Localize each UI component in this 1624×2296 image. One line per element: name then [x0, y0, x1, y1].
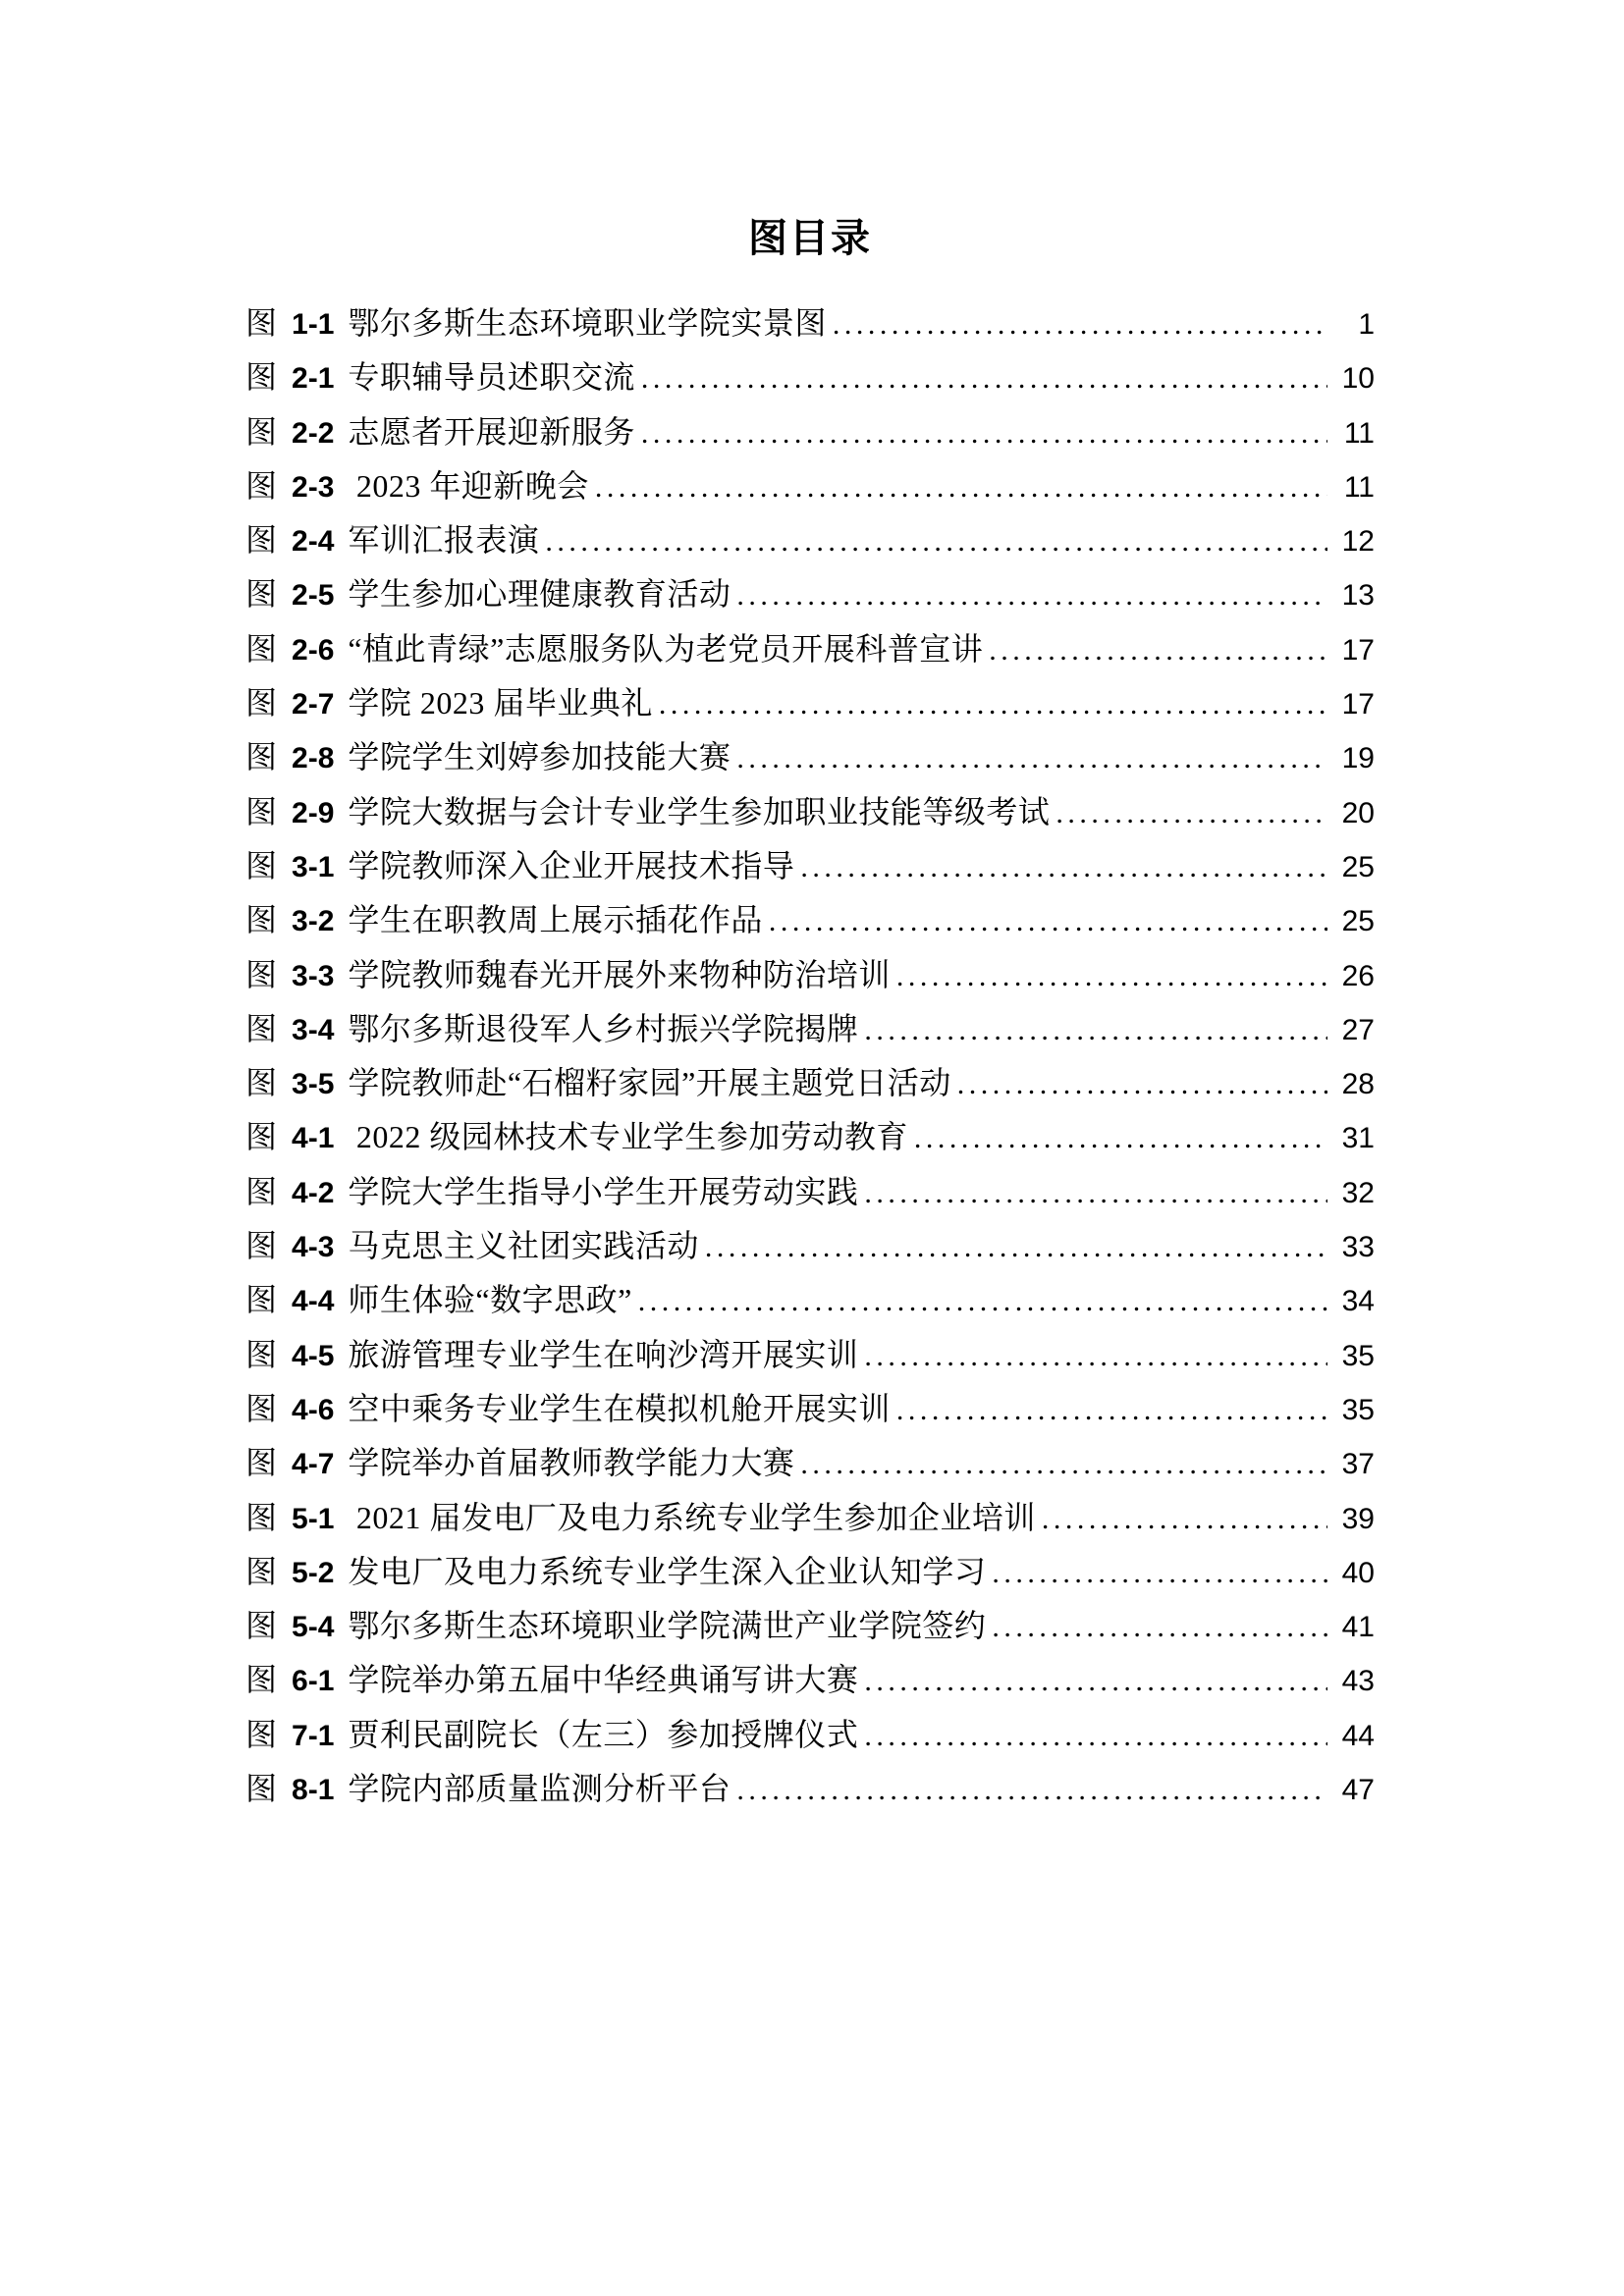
toc-leader-dots	[736, 1774, 1327, 1807]
toc-entry[interactable]	[245, 673, 1375, 727]
toc-entry-prefix: 图	[245, 522, 278, 559]
toc-leader-dots	[800, 851, 1327, 884]
toc-leader-dots	[641, 417, 1327, 451]
toc-leader-dots	[864, 1720, 1327, 1753]
toc-entry-prefix: 图	[245, 1771, 278, 1807]
toc-entry-title: 学院举办第五届中华经典诵写讲大赛	[348, 1662, 859, 1698]
toc-entry-page: 39	[1341, 1502, 1375, 1535]
toc-entry-page: 32	[1341, 1176, 1375, 1209]
toc-entry-prefix: 图	[245, 1065, 278, 1101]
toc-entry-prefix: 图	[245, 685, 278, 721]
toc-entry-prefix: 图	[245, 1336, 278, 1372]
toc-entry-page: 37	[1341, 1448, 1375, 1481]
toc-entry-page: 26	[1341, 959, 1375, 992]
figure-toc-list	[245, 294, 1375, 1813]
toc-entry[interactable]	[245, 1107, 1375, 1161]
toc-leader-dots	[736, 742, 1327, 775]
toc-entry-number: 2-7	[292, 688, 335, 721]
toc-entry-number: 3-2	[292, 905, 335, 938]
toc-entry-page: 34	[1341, 1285, 1375, 1318]
toc-leader-dots	[992, 1611, 1327, 1644]
toc-entry[interactable]	[245, 1488, 1375, 1542]
toc-entry[interactable]	[245, 564, 1375, 618]
toc-entry-title: 学生在职教周上展示插花作品	[348, 902, 763, 938]
toc-entry-prefix: 图	[245, 956, 278, 992]
toc-entry-prefix: 图	[245, 359, 278, 396]
toc-leader-dots	[641, 362, 1327, 396]
toc-leader-dots	[896, 1394, 1327, 1427]
toc-entry-title: 鄂尔多斯退役军人乡村振兴学院揭牌	[348, 1010, 859, 1046]
toc-entry-page: 25	[1341, 905, 1375, 938]
toc-entry-title: 军训汇报表演	[348, 522, 540, 559]
toc-entry[interactable]	[245, 1325, 1375, 1379]
toc-entry-number: 4-6	[292, 1393, 335, 1426]
toc-entry-page: 28	[1341, 1068, 1375, 1101]
toc-entry-number: 3-4	[292, 1013, 335, 1046]
toc-entry-page: 35	[1341, 1339, 1375, 1372]
toc-entry-title: 学生参加心理健康教育活动	[348, 576, 731, 613]
toc-entry-number: 2-1	[292, 362, 335, 396]
toc-entry-number: 7-1	[292, 1719, 335, 1752]
toc-entry[interactable]	[245, 1053, 1375, 1107]
toc-leader-dots	[957, 1068, 1327, 1101]
toc-leader-dots	[545, 525, 1327, 559]
toc-entry-number: 5-4	[292, 1611, 335, 1644]
toc-entry[interactable]	[245, 1270, 1375, 1324]
toc-entry-prefix: 图	[245, 1445, 278, 1481]
toc-entry-page: 47	[1341, 1774, 1375, 1807]
toc-entry-prefix: 图	[245, 1119, 278, 1155]
toc-entry[interactable]	[245, 1542, 1375, 1596]
toc-leader-dots	[833, 308, 1327, 342]
toc-entry-prefix: 图	[245, 413, 278, 450]
toc-entry-prefix: 图	[245, 630, 278, 667]
toc-leader-dots	[896, 960, 1327, 993]
toc-entry[interactable]	[245, 782, 1375, 836]
toc-entry-page: 13	[1341, 579, 1375, 613]
toc-entry-page: 10	[1341, 362, 1375, 396]
toc-entry-title: 发电厂及电力系统专业学生深入企业认知学习	[348, 1553, 987, 1589]
toc-entry-title: 志愿者开展迎新服务	[348, 413, 635, 450]
toc-entry[interactable]	[245, 945, 1375, 999]
toc-entry-title: 马克思主义社团实践活动	[348, 1228, 699, 1264]
toc-entry-prefix: 图	[245, 1608, 278, 1644]
toc-leader-dots	[864, 1177, 1327, 1210]
toc-leader-dots	[769, 905, 1327, 938]
toc-entry-page: 17	[1341, 688, 1375, 721]
toc-entry-prefix: 图	[245, 1716, 278, 1752]
toc-entry[interactable]	[245, 1705, 1375, 1759]
toc-leader-dots	[992, 1557, 1327, 1590]
toc-entry-number: 4-7	[292, 1448, 335, 1481]
page-title: 图目录	[748, 216, 872, 260]
toc-entry-page: 17	[1341, 633, 1375, 667]
toc-entry-number: 8-1	[292, 1774, 335, 1807]
toc-entry-title: 鄂尔多斯生态环境职业学院实景图	[348, 305, 827, 341]
toc-entry-title: 学院教师深入企业开展技术指导	[348, 847, 795, 883]
toc-entry-number: 4-3	[292, 1231, 335, 1264]
toc-leader-dots	[1056, 797, 1327, 830]
toc-entry-prefix: 图	[245, 1553, 278, 1589]
toc-leader-dots	[989, 634, 1327, 667]
toc-entry-title: 学院内部质量监测分析平台	[348, 1771, 731, 1807]
toc-entry-page: 27	[1341, 1013, 1375, 1046]
toc-entry[interactable]	[245, 1596, 1375, 1650]
toc-entry-title: 学院教师赴“石榴籽家园”开展主题党日活动	[348, 1065, 951, 1101]
toc-entry[interactable]	[245, 402, 1375, 456]
toc-entry-number: 1-1	[292, 308, 335, 341]
toc-entry-prefix: 图	[245, 467, 278, 504]
toc-entry-prefix: 图	[245, 1010, 278, 1046]
toc-entry-title: 贾利民副院长（左三）参加授牌仪式	[348, 1716, 859, 1752]
toc-entry-page: 43	[1341, 1665, 1375, 1698]
toc-entry-number: 6-1	[292, 1665, 335, 1698]
toc-leader-dots	[864, 1014, 1327, 1047]
toc-entry-page: 11	[1343, 470, 1375, 504]
toc-entry-title: 2021 届发电厂及电力系统专业学生参加企业培训	[348, 1499, 1036, 1535]
toc-entry-number: 2-2	[292, 416, 335, 450]
toc-entry[interactable]	[245, 294, 1375, 347]
toc-entry-page: 25	[1341, 850, 1375, 883]
toc-entry-page: 19	[1341, 742, 1375, 775]
toc-entry-title: 学院教师魏春光开展外来物种防治培训	[348, 956, 891, 992]
toc-entry[interactable]	[245, 456, 1375, 510]
toc-entry-prefix: 图	[245, 1173, 278, 1209]
toc-entry-number: 2-6	[292, 633, 335, 667]
toc-leader-dots	[864, 1665, 1327, 1698]
toc-entry-page: 31	[1341, 1122, 1375, 1155]
toc-entry-prefix: 图	[245, 305, 278, 341]
toc-entry[interactable]	[245, 1216, 1375, 1270]
toc-entry-number: 4-5	[292, 1339, 335, 1372]
toc-entry-page: 12	[1341, 525, 1375, 559]
toc-entry-number: 4-1	[292, 1122, 335, 1155]
toc-entry-title: 师生体验“数字思政”	[348, 1282, 632, 1318]
toc-entry-number: 2-5	[292, 579, 335, 613]
toc-entry-number: 4-2	[292, 1176, 335, 1209]
toc-entry-number: 3-1	[292, 850, 335, 883]
toc-entry-number: 4-4	[292, 1285, 335, 1318]
toc-leader-dots	[736, 579, 1327, 613]
toc-leader-dots	[659, 688, 1327, 721]
toc-entry-title: 学院举办首届教师教学能力大赛	[348, 1445, 795, 1481]
toc-entry-page: 40	[1341, 1556, 1375, 1589]
toc-entry-prefix: 图	[245, 1228, 278, 1264]
toc-leader-dots	[595, 471, 1327, 505]
toc-entry-prefix: 图	[245, 902, 278, 938]
toc-entry-title: 学院大数据与会计专业学生参加职业技能等级考试	[348, 793, 1051, 829]
toc-entry-number: 3-3	[292, 959, 335, 992]
toc-entry-prefix: 图	[245, 576, 278, 613]
toc-entry-title: 2022 级园林技术专业学生参加劳动教育	[348, 1119, 908, 1155]
toc-entry[interactable]	[245, 836, 1375, 890]
toc-entry-prefix: 图	[245, 1282, 278, 1318]
document-page	[245, 0, 1375, 1813]
toc-entry-page: 20	[1341, 796, 1375, 829]
toc-entry-page: 35	[1341, 1393, 1375, 1426]
toc-entry-number: 2-9	[292, 796, 335, 829]
toc-leader-dots	[1042, 1503, 1327, 1536]
toc-entry-title: 空中乘务专业学生在模拟机舱开展实训	[348, 1390, 891, 1426]
toc-entry-prefix: 图	[245, 1390, 278, 1426]
toc-entry[interactable]	[245, 1162, 1375, 1216]
toc-entry-prefix: 图	[245, 847, 278, 883]
toc-entry-page: 41	[1341, 1611, 1375, 1644]
toc-entry-prefix: 图	[245, 739, 278, 775]
toc-entry[interactable]	[245, 1379, 1375, 1433]
toc-entry[interactable]	[245, 1759, 1375, 1813]
toc-entry-title: 学院大学生指导小学生开展劳动实践	[348, 1173, 859, 1209]
toc-entry[interactable]	[245, 1433, 1375, 1487]
toc-entry-number: 2-8	[292, 742, 335, 775]
toc-entry-number: 5-2	[292, 1556, 335, 1589]
toc-entry-number: 3-5	[292, 1068, 335, 1101]
toc-entry-number: 5-1	[292, 1502, 335, 1535]
toc-entry-title: 2023 年迎新晚会	[348, 467, 589, 504]
toc-leader-dots	[705, 1231, 1327, 1264]
toc-entry[interactable]	[245, 1650, 1375, 1704]
toc-entry[interactable]	[245, 619, 1375, 673]
toc-entry-page: 1	[1358, 308, 1375, 341]
toc-entry-prefix: 图	[245, 1662, 278, 1698]
toc-entry-title: 专职辅导员述职交流	[348, 359, 635, 396]
toc-entry-title: “植此青绿”志愿服务队为老党员开展科普宣讲	[348, 630, 984, 667]
toc-entry-page: 33	[1341, 1231, 1375, 1264]
toc-leader-dots	[638, 1285, 1327, 1318]
toc-entry-page: 11	[1343, 416, 1375, 450]
toc-entry-title: 旅游管理专业学生在响沙湾开展实训	[348, 1336, 859, 1372]
toc-leader-dots	[864, 1340, 1327, 1373]
toc-entry-prefix: 图	[245, 1499, 278, 1535]
toc-entry[interactable]	[245, 510, 1375, 564]
toc-entry[interactable]	[245, 727, 1375, 781]
toc-entry[interactable]	[245, 999, 1375, 1053]
toc-entry-number: 2-3	[292, 470, 335, 504]
toc-entry-title: 学院学生刘婷参加技能大赛	[348, 739, 731, 775]
toc-entry-prefix: 图	[245, 793, 278, 829]
toc-entry-title: 学院 2023 届毕业典礼	[348, 685, 653, 721]
toc-entry[interactable]	[245, 347, 1375, 401]
toc-entry[interactable]	[245, 890, 1375, 944]
toc-entry-title: 鄂尔多斯生态环境职业学院满世产业学院签约	[348, 1608, 987, 1644]
toc-entry-page: 44	[1341, 1719, 1375, 1752]
toc-leader-dots	[800, 1448, 1327, 1481]
toc-entry-number: 2-4	[292, 525, 335, 559]
toc-leader-dots	[914, 1122, 1327, 1155]
